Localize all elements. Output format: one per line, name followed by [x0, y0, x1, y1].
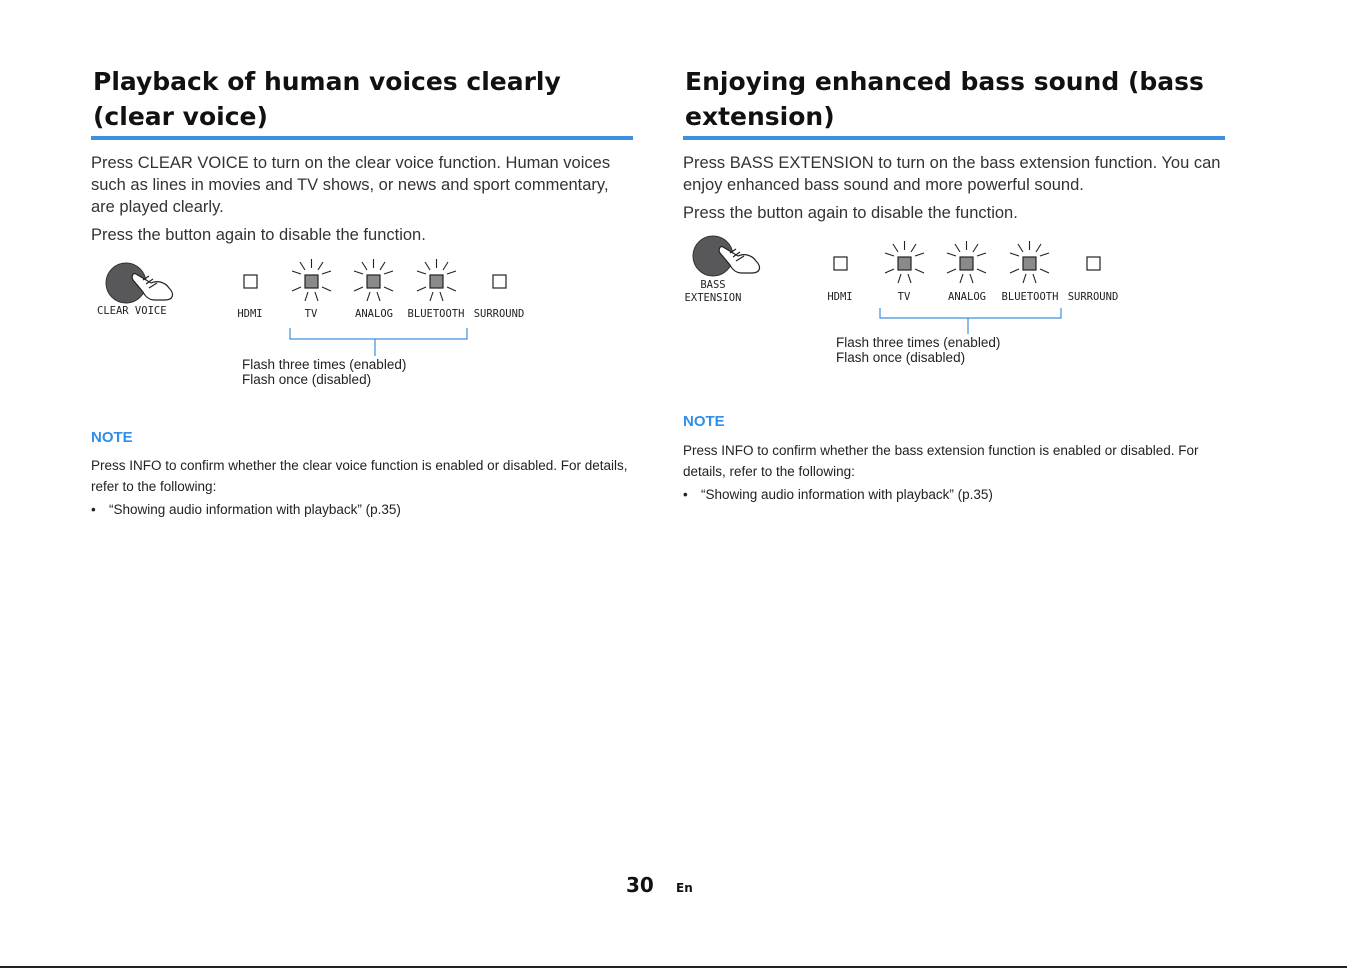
- indicator-label-analog: ANALOG: [355, 308, 393, 320]
- language-code: En: [676, 881, 693, 895]
- tv-indicator-flashing: [292, 259, 331, 301]
- analog-indicator-flashing: [947, 241, 986, 283]
- bullet-marker: •: [683, 487, 688, 502]
- flash-enabled-text: Flash three times (enabled): [836, 335, 1001, 350]
- indicator-label-tv: TV: [304, 308, 318, 320]
- reference-link-text[interactable]: “Showing audio information with playback” (p.35): [701, 487, 993, 502]
- indicator-label-surround: SURROUND: [1067, 291, 1119, 303]
- note-text: Press INFO to confirm whether the clear voice function is enabled or disabled. For details, refer to the following:: [91, 458, 628, 494]
- hdmi-indicator-unlit: [834, 257, 847, 270]
- indicator-label-bluetooth: BLUETOOTH: [1001, 291, 1059, 303]
- bluetooth-indicator-flashing: [417, 259, 456, 301]
- title-underline: [683, 136, 1225, 140]
- reference-bullet: [91, 500, 401, 520]
- clear-voice-title: Playback of human voices clearly (clear voice): [93, 67, 561, 131]
- indicator-label-tv: TV: [897, 291, 911, 303]
- bass-extension-disable-instruction: Press the button again to disable the function.: [683, 204, 1018, 222]
- flash-disabled-text: Flash once (disabled): [836, 350, 966, 365]
- bass-extension-title: Enjoying enhanced bass sound (bass extension): [685, 67, 1204, 131]
- bass-extension-button-illustration: [693, 236, 759, 276]
- indicator-bracket: [290, 328, 467, 356]
- clear-voice-indicator-diagram: [91, 250, 636, 395]
- note-heading: NOTE: [683, 413, 725, 430]
- title-underline: [91, 136, 633, 140]
- indicator-label-surround: SURROUND: [473, 308, 525, 320]
- indicator-label-hdmi: HDMI: [827, 291, 853, 303]
- note-heading: NOTE: [91, 429, 133, 446]
- indicator-label-analog: ANALOG: [948, 291, 986, 303]
- flash-disabled-text: Flash once (disabled): [242, 372, 372, 387]
- bass-button-label-line2: EXTENSION: [684, 292, 742, 304]
- indicator-label-hdmi: HDMI: [237, 308, 263, 320]
- bullet-marker: •: [91, 502, 96, 517]
- surround-indicator-unlit: [493, 275, 506, 288]
- hdmi-indicator-unlit: [244, 275, 257, 288]
- indicator-label-bluetooth: BLUETOOTH: [407, 308, 465, 320]
- surround-indicator-unlit: [1087, 257, 1100, 270]
- clear-voice-button-illustration: [106, 263, 172, 303]
- clear-voice-description: Press CLEAR VOICE to turn on the clear voice function. Human voices such as lines in movies and TV shows, or news and sport commentary, are played clearly.: [91, 154, 611, 216]
- clear-voice-disable-instruction: Press the button again to disable the function.: [91, 226, 426, 244]
- analog-indicator-flashing: [354, 259, 393, 301]
- indicator-bracket: [880, 308, 1061, 334]
- bass-button-label-line1: BASS: [700, 279, 726, 291]
- page-number: 30: [626, 873, 654, 897]
- note-text: Press INFO to confirm whether the bass extension function is enabled or disabled. For details, refer to the following:: [683, 443, 1199, 479]
- bass-extension-indicator-diagram: [683, 230, 1228, 375]
- page-bottom-border: [0, 966, 1347, 968]
- bass-extension-description: Press BASS EXTENSION to turn on the bass extension function. You can enjoy enhanced bass sound and more powerful sound.: [683, 154, 1221, 194]
- reference-link-text[interactable]: “Showing audio information with playback” (p.35): [109, 502, 401, 517]
- tv-indicator-flashing: [885, 241, 924, 283]
- reference-bullet: [683, 485, 993, 505]
- flash-enabled-text: Flash three times (enabled): [242, 357, 407, 372]
- bluetooth-indicator-flashing: [1010, 241, 1049, 283]
- clear-voice-button-label: CLEAR VOICE: [97, 305, 167, 317]
